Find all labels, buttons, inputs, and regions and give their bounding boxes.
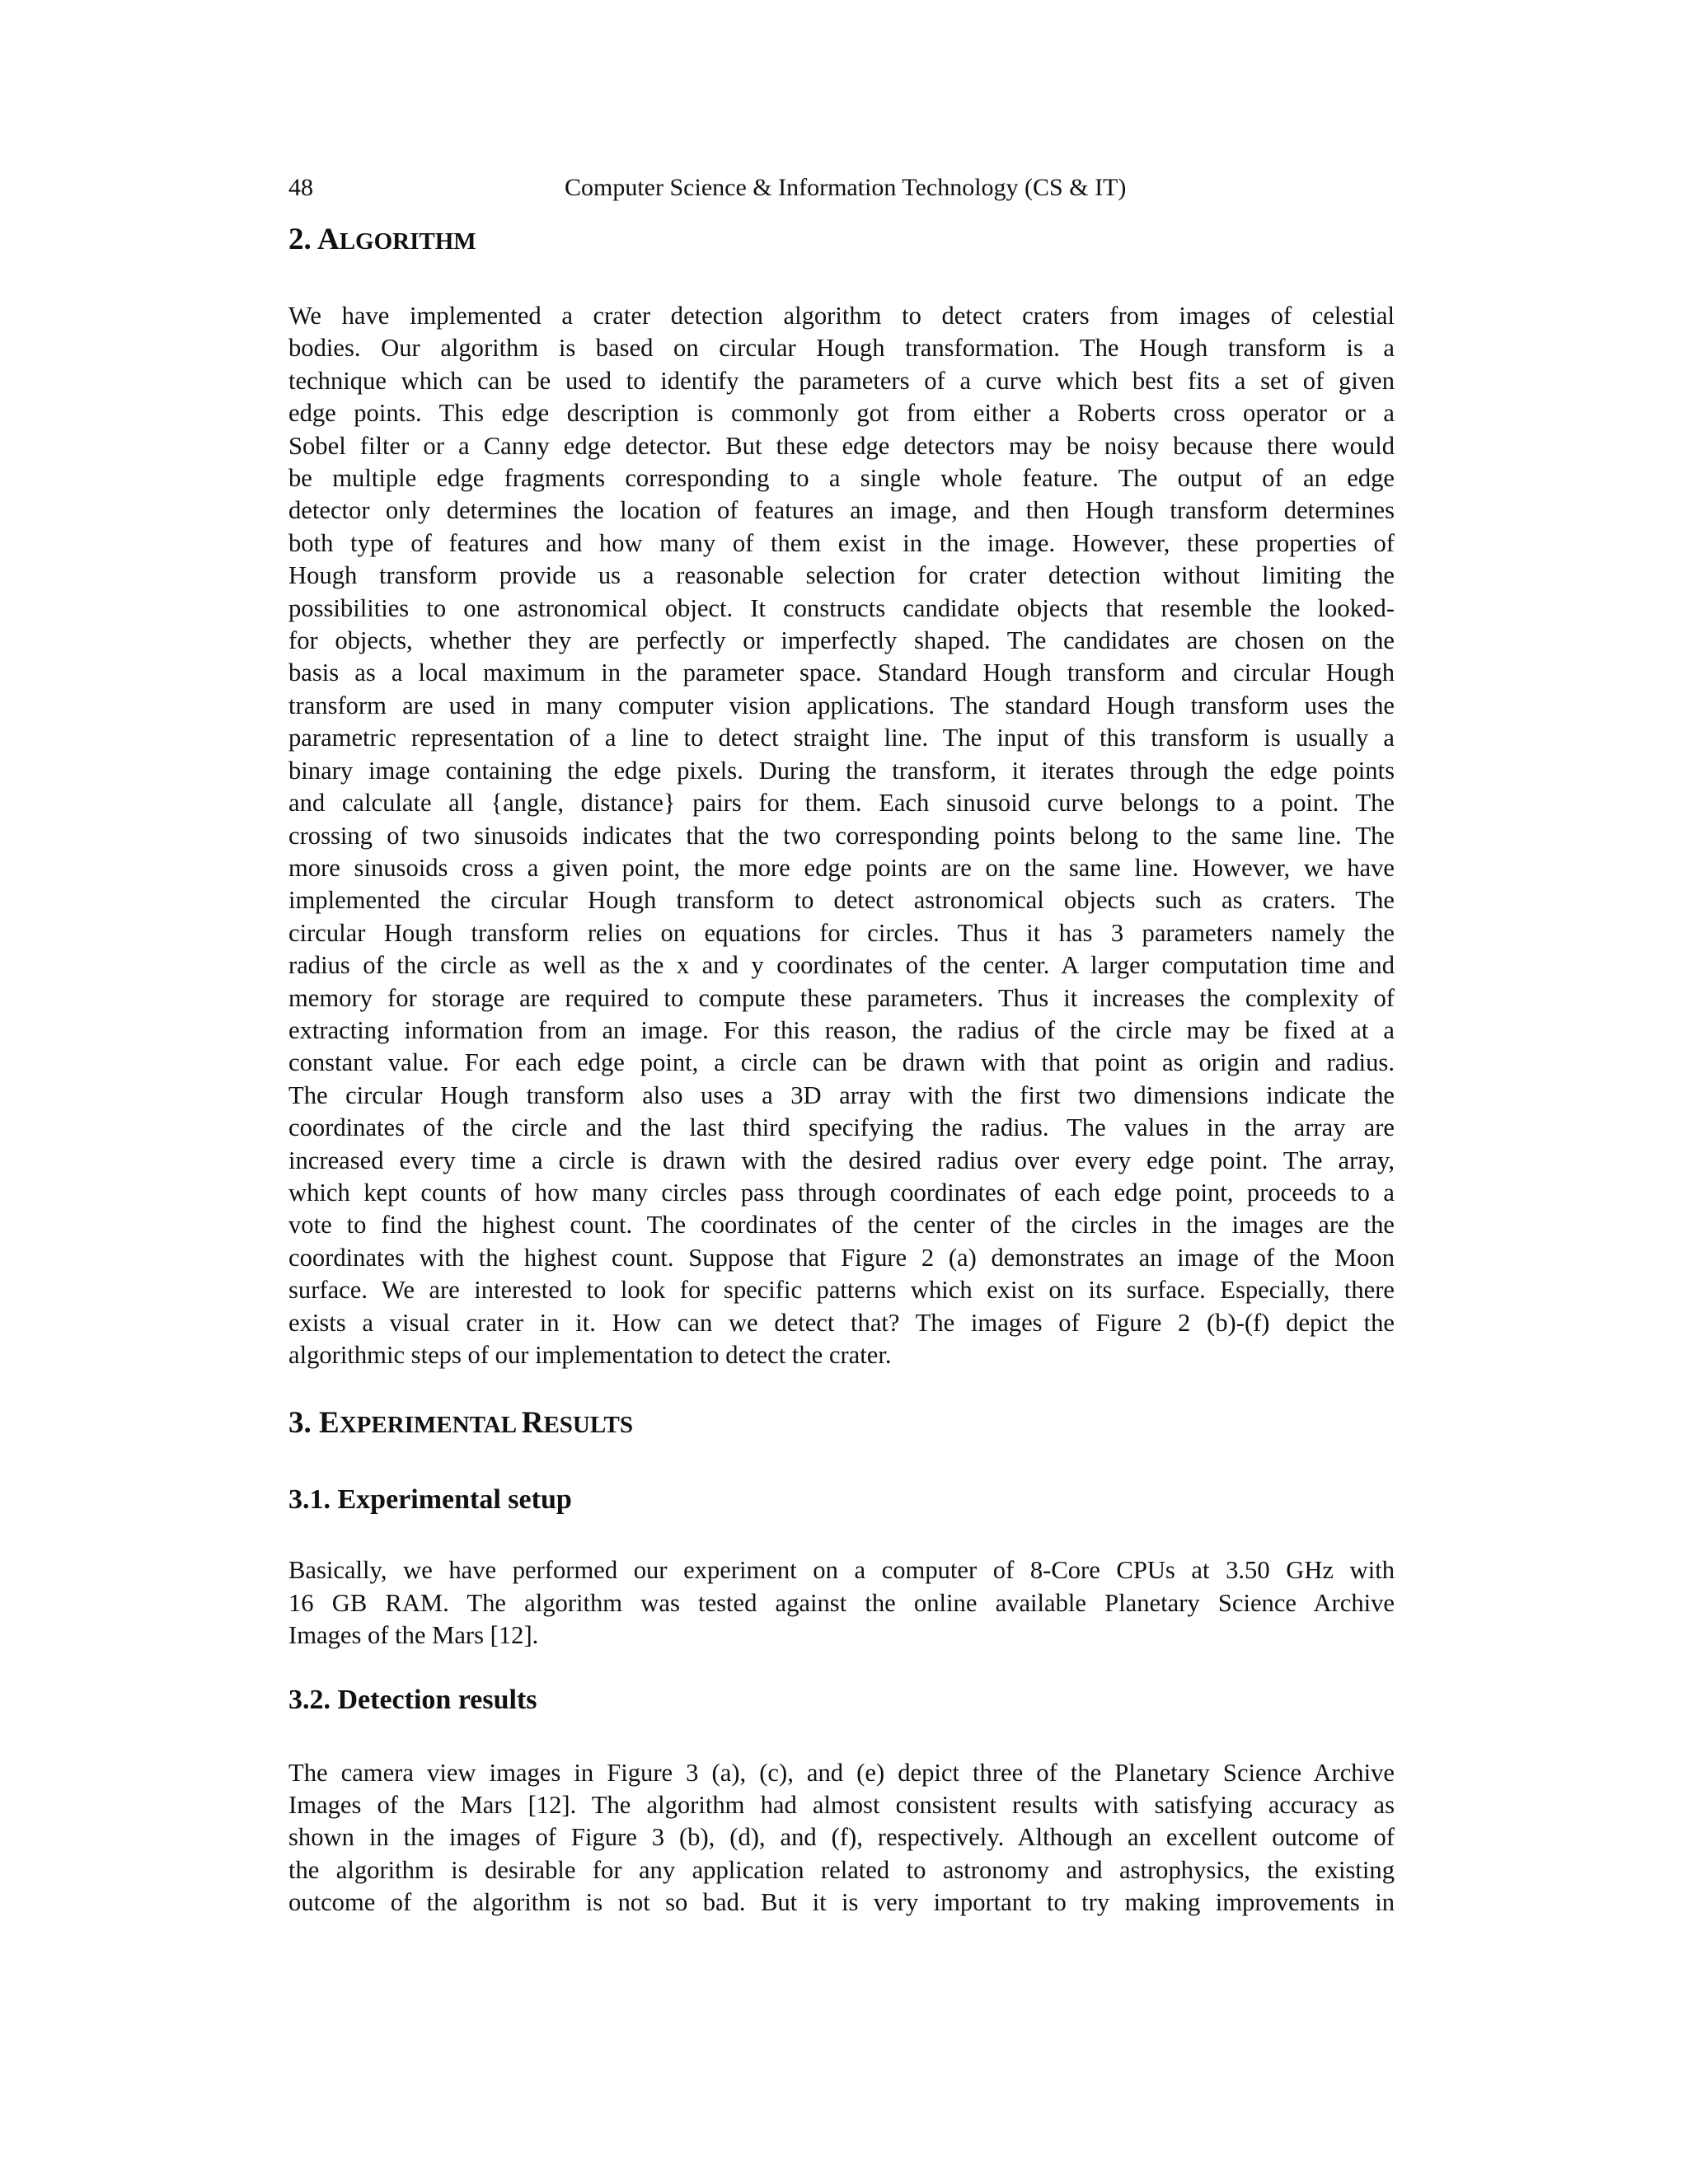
text-line: coordinates with the highest count. Suppose that Figure 2 (a) demonstrates an image of the Moon	[288, 1243, 1395, 1272]
text-line: increased every time a circle is drawn with the desired radius over every edge point. The array,	[288, 1146, 1395, 1174]
paper-page	[288, 170, 1395, 1919]
text-line: which kept counts of how many circles pass through coordinates of each edge point, proceeds to a	[288, 1178, 1395, 1207]
section-title-initial: R	[521, 1406, 544, 1441]
section-heading-experimental-results	[288, 1403, 1395, 1446]
running-header	[288, 170, 1395, 206]
text-line: possibilities to one astronomical object. It constructs candidate objects that resemble the looked-	[288, 593, 1395, 622]
text-line: memory for storage are required to compute these parameters. Thus it increases the complexity of	[288, 983, 1395, 1012]
section-title-rest: XPERIMENTAL	[339, 1412, 522, 1439]
text-line: The circular Hough transform also uses a 3D array with the first two dimensions indicate the	[288, 1080, 1395, 1109]
text-line: outcome of the algorithm is not so bad. But it is very important to try making improvements in	[288, 1888, 1395, 1917]
section-title-initial: E	[319, 1406, 340, 1441]
text-line: exists a visual crater in it. How can we detect that? The images of Figure 2 (b)-(f) depict the	[288, 1308, 1395, 1337]
text-line: We have implemented a crater detection algorithm to detect craters from images of celestial	[288, 302, 1395, 330]
text-line: detector only determines the location of features an image, and then Hough transform determines	[288, 496, 1395, 525]
section-heading-algorithm	[288, 219, 1395, 262]
text-line: binary image containing the edge pixels. During the transform, it iterates through the edge points	[288, 756, 1395, 785]
text-line: radius of the circle as well as the x and y coordinates of the center. A larger computation time and	[288, 951, 1395, 980]
subsection-heading-detection-results: 3.2. Detection results	[288, 1684, 537, 1715]
text-line: and calculate all {angle, distance} pairs for them. Each sinusoid curve belongs to a point. The	[288, 789, 1395, 818]
section-title-initial: A	[316, 223, 340, 256]
text-line: both type of features and how many of them exist in the image. However, these properties of	[288, 528, 1395, 557]
detection-results-paragraph	[288, 1757, 1395, 1919]
text-line: the algorithm is desirable for any application related to astronomy and astrophysics, the existing	[288, 1855, 1395, 1884]
text-line: algorithmic steps of our implementation to detect the crater.	[288, 1341, 892, 1369]
text-line: Sobel filter or a Canny edge detector. But these edge detectors may be noisy because there would	[288, 431, 1395, 460]
text-line: crossing of two sinusoids indicates that the two corresponding points belong to the same line. The	[288, 821, 1395, 850]
text-line: Images of the Mars [12]. The algorithm had almost consistent results with satisfying accuracy as	[288, 1791, 1395, 1820]
subsection-heading-experimental-setup: 3.1. Experimental setup	[288, 1484, 572, 1516]
page-number: 48	[288, 174, 313, 201]
text-line: extracting information from an image. For this reason, the radius of the circle may be fixed at a	[288, 1015, 1395, 1044]
text-line: Images of the Mars [12].	[288, 1621, 539, 1650]
text-line: technique which can be used to identify the parameters of a curve which best fits a set of given	[288, 366, 1395, 395]
text-line: shown in the images of Figure 3 (b), (d), and (f), respectively. Although an excellent outcome of	[288, 1823, 1395, 1852]
journal-name: Computer Science & Information Technology (CS & IT)	[565, 174, 1127, 201]
text-line: edge points. This edge description is commonly got from either a Roberts cross operator or a	[288, 399, 1395, 428]
text-line: constant value. For each edge point, a circle can be drawn with that point as origin and radius.	[288, 1048, 1395, 1077]
text-line: for objects, whether they are perfectly or imperfectly shaped. The candidates are chosen on the	[288, 626, 1395, 655]
text-line: surface. We are interested to look for specific patterns which exist on its surface. Especially, there	[288, 1276, 1395, 1305]
text-line: vote to find the highest count. The coordinates of the center of the circles in the images are the	[288, 1211, 1395, 1240]
section-title-rest: ESULTS	[543, 1412, 634, 1439]
text-line: more sinusoids cross a given point, the more edge points are on the same line. However, we have	[288, 853, 1395, 882]
section-number: 2.	[288, 223, 317, 256]
section-title-rest: LGORITHM	[339, 228, 476, 255]
text-line: 16 GB RAM. The algorithm was tested against the online available Planetary Science Archive	[288, 1588, 1395, 1617]
text-line: parametric representation of a line to detect straight line. The input of this transform is usually a	[288, 724, 1395, 752]
text-line: basis as a local maximum in the parameter space. Standard Hough transform and circular Hough	[288, 658, 1395, 687]
algorithm-paragraph	[288, 300, 1395, 1371]
section-number: 3.	[288, 1406, 319, 1441]
text-line: be multiple edge fragments corresponding to a single whole feature. The output of an edge	[288, 464, 1395, 493]
text-line: Hough transform provide us a reasonable selection for crater detection without limiting the	[288, 561, 1395, 590]
experimental-setup-paragraph	[288, 1554, 1395, 1652]
text-line: implemented the circular Hough transform to detect astronomical objects such as craters. The	[288, 886, 1395, 915]
text-line: The camera view images in Figure 3 (a), (c), and (e) depict three of the Planetary Science Archive	[288, 1758, 1395, 1787]
text-line: transform are used in many computer vision applications. The standard Hough transform uses the	[288, 691, 1395, 719]
text-line: circular Hough transform relies on equations for circles. Thus it has 3 parameters namely the	[288, 918, 1395, 947]
text-line: bodies. Our algorithm is based on circular Hough transformation. The Hough transform is a	[288, 334, 1395, 363]
text-line: coordinates of the circle and the last third specifying the radius. The values in the array are	[288, 1113, 1395, 1142]
text-line: Basically, we have performed our experiment on a computer of 8-Core CPUs at 3.50 GHz with	[288, 1556, 1395, 1585]
